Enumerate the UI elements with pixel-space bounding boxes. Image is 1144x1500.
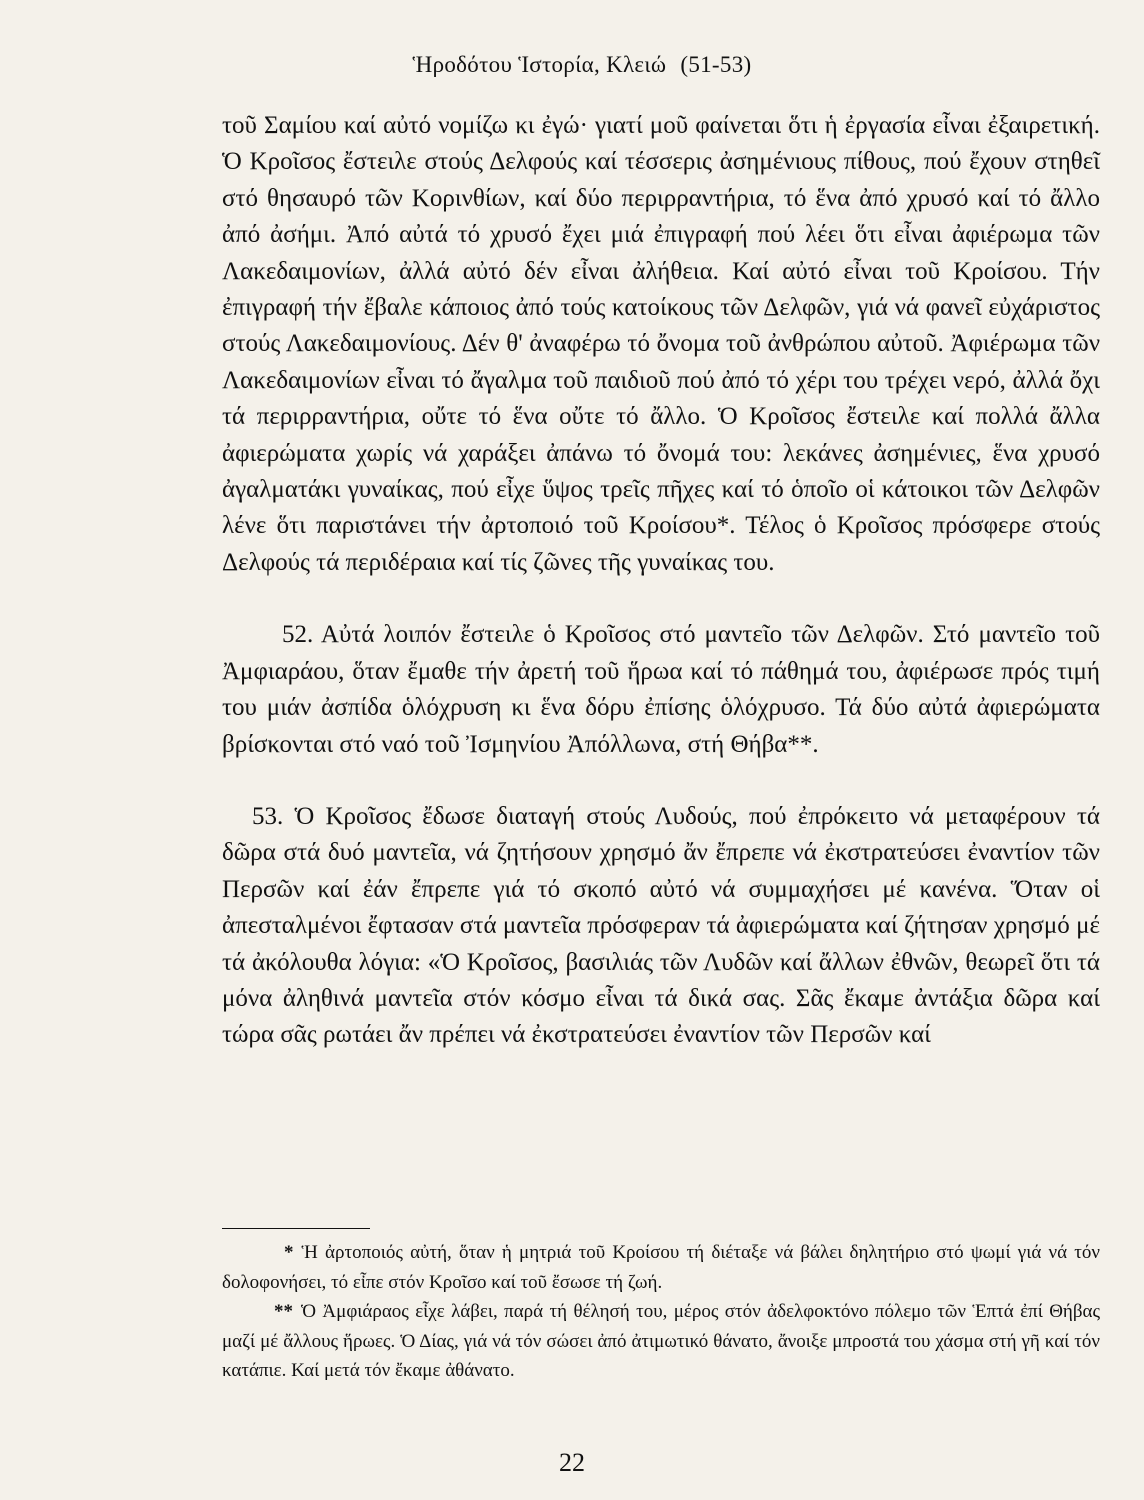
header-title: Ἡροδότου Ἱστορία, Κλειώ	[412, 52, 667, 77]
footnote-marker: **	[274, 1301, 293, 1322]
main-text	[222, 108, 1100, 1054]
footnote	[222, 1297, 1100, 1386]
running-header	[0, 52, 1144, 78]
page-number: 22	[559, 1448, 585, 1477]
header-chapter-range: (51-53)	[680, 52, 752, 77]
paragraph-51-continuation: τοῦ Σαμίου καί αὐτό νομίζω κι ἐγώ· γιατί μοῦ φαίνεται ὅτι ἡ ἐργασία εἶναι ἐξαιρετική. Ὁ Κροῖσος ἔστειλε στούς Δελφούς καί τέσσερις ἀσημένιους πίθους, πού ἔχουν στηθεῖ στό θησαυρό τῶν Κορινθίων, καί δύο περιρραντήρια, τό ἕνα ἀπό χρυσό καί τό ἄλλο ἀπό ἀσήμι. Ἀπό αὐτά τό χρυσό ἔχει μιά ἐπιγραφή πού λέει ὅτι εἶναι ἀφιέρωμα τῶν Λακεδαιμονίων, ἀλλά αὐτό δέν εἶναι ἀλήθεια. Καί αὐτό εἶναι τοῦ Κροίσου. Τήν ἐπιγραφή τήν ἔβαλε κάποιος ἀπό τούς κατοίκους τῶν Δελφῶν, γιά νά φανεῖ εὐχάριστος στούς Λακεδαιμονίους. Δέν θ' ἀναφέρω τό ὄνομα τοῦ ἀνθρώπου αὐτοῦ. Ἀφιέρωμα τῶν Λακεδαιμονίων εἶναι τό ἄγαλμα τοῦ παιδιοῦ πού ἀπό τό χέρι του τρέχει νερό, ἀλλά ὄχι τά περιρραντήρια, οὔτε τό ἕνα οὔτε τό ἄλλο. Ὁ Κροῖσος ἔστειλε καί πολλά ἄλλα ἀφιερώματα χωρίς νά χαράξει ἀπάνω τό ὄνομά του: λεκάνες ἀσημένιες, ἕνα χρυσό ἀγαλματάκι γυναίκας, πού εἶχε ὕψος τρεῖς πῆχες καί τό ὁποῖο οἱ κάτοικοι τῶν Δελφῶν λένε ὅτι παριστάνει τήν ἀρτοποιό τοῦ Κροίσου*. Τέλος ὁ Κροῖσος πρόσφερε στούς Δελφούς τά περιδέραια καί τίς ζῶνες τῆς γυναίκας του.	[222, 112, 1100, 576]
footnote-text: Ὁ Ἀμφιάραος εἶχε λάβει, παρά τή θέλησή του, μέρος στόν ἀδελφοκτόνο πόλεμο τῶν Ἑπτά ἐπί Θήβας μαζί μέ ἄλλους ἥρωες. Ὁ Δίας, γιά νά τόν σώσει ἀπό ἀτιμωτικό θάνατο, ἄνοιξε μπροστά του χάσμα στή γῆ καί τόν κατάπιε. Καί μετά τόν ἔκαμε ἀθάνατο.	[222, 1301, 1100, 1381]
paragraph-53: 53. Ὁ Κροῖσος ἔδωσε διαταγή στούς Λυδούς, πού ἐπρόκειτο νά μεταφέρουν τά δῶρα στά δυό μαντεῖα, νά ζητήσουν χρησμό ἄν ἔπρεπε νά ἐκστρατεύσει ἐναντίον τῶν Περσῶν καί ἐάν ἔπρεπε γιά τό σκοπό αὐτό νά συμμαχήσει μέ κανένα. Ὅταν οἱ ἀπεσταλμένοι ἔφτασαν στά μαντεῖα πρόσφεραν τά ἀφιερώματα καί ζήτησαν χρησμό μέ τά ἀκόλουθα λόγια: «Ὁ Κροῖσος, βασιλιάς τῶν Λυδῶν καί ἄλλων ἐθνῶν, θεωρεῖ ὅτι τά μόνα ἀληθινά μαντεῖα στόν κόσμο εἶναι τά δικά σας. Σᾶς ἔκαμε ἀντάξια δῶρα καί τώρα σᾶς ρωτάει ἄν πρέπει νά ἐκστρατεύσει ἐναντίον τῶν Περσῶν καί	[222, 802, 1100, 1049]
footnote-marker: *	[284, 1242, 294, 1263]
paragraph-52: 52. Αὐτά λοιπόν ἔστειλε ὁ Κροῖσος στό μαντεῖο τῶν Δελφῶν. Στό μαντεῖο τοῦ Ἀμφιαράου, ὅταν ἔμαθε τήν ἀρετή τοῦ ἥρωα καί τό πάθημά του, ἀφιέρωσε πρός τιμή του μιάν ἀσπίδα ὁλόχρυση κι ἕνα δόρυ ἐπίσης ὁλόχρυσο. Τά δύο αὐτά ἀφιερώματα βρίσκονται στό ναό τοῦ Ἰσμηνίου Ἀπόλλωνα, στή Θήβα**.	[222, 621, 1100, 758]
footnote-text: Ἡ ἀρτοποιός αὐτή, ὅταν ἡ μητριά τοῦ Κροίσου τή διέταξε νά βάλει δηλητήριο στό ψωμί γιά νά τόν δολοφονήσει, τό εἶπε στόν Κροῖσο καί τοῦ ἔσωσε τή ζωή.	[222, 1242, 1100, 1293]
footnotes	[222, 1238, 1100, 1386]
footnote-divider	[222, 1228, 370, 1229]
footnote	[222, 1238, 1100, 1297]
